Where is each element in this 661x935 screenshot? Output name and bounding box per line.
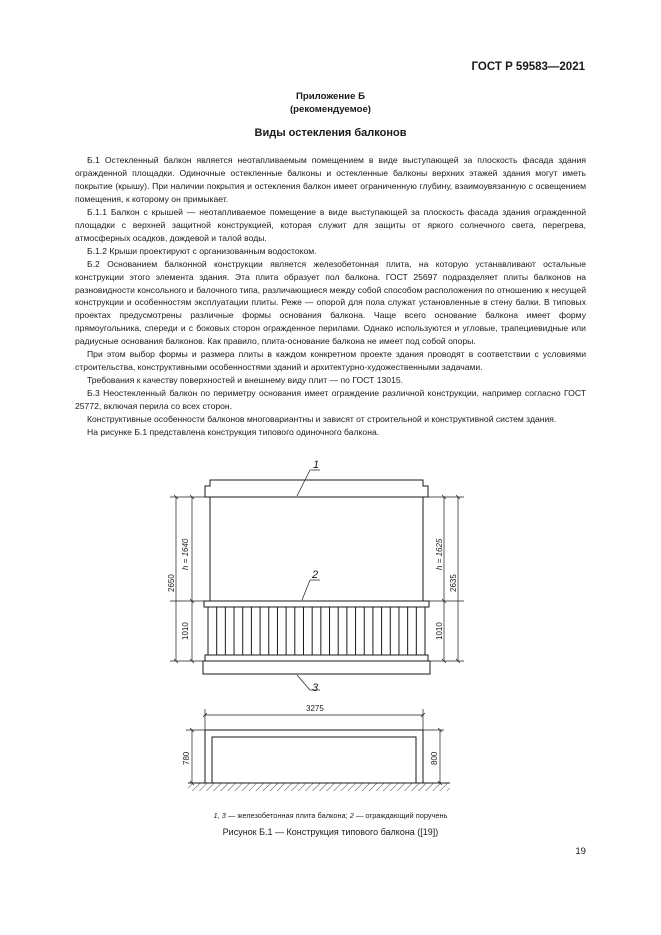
figure-caption: Рисунок Б.1 — Конструкция типового балкона ([19]) (222, 827, 439, 837)
figure-legend (0, 811, 661, 820)
dim-plan-right: 800 (430, 751, 439, 765)
roof-slab (205, 480, 428, 497)
dimension-right (428, 497, 464, 661)
paragraph: Б.2 Основанием балконной конструкции является железобетонная плита, на которую устанавливают остальные конструкции этого элемента здания. Эта плита образует пол балкона. ГОСТ 25697 подразделяет плиты балконов на разновидности консольного и балочного типа, различающиеся между собой способом расположения по отношению к несущей конструкции и особенностям эксплуатации плиты. Реже — опорой для пола служат установленные в стену балки. В типовых проектах предусмотрены различные формы основания балкона. Чаще всего основание балкона имеет форму прямоугольника, спереди и с боковых сторон огражденное перилами. Однако используются и угловые, трапециевидные или радиусные основания балконов. Как правило, плита-основание балкона не имеет под собой опоры. (75, 258, 586, 347)
dim-plan-left: 780 (182, 751, 191, 765)
side-post (210, 497, 423, 601)
dim-left-total: 2650 (167, 574, 176, 592)
dim-plan-width: 3275 (306, 704, 324, 713)
paragraph: Б.3 Неостекленный балкон по периметру основания имеет ограждение различной конструкции, например согласно ГОСТ 25772, включая перила со всех сторон. (75, 388, 586, 412)
legend-sep: , (217, 811, 222, 820)
plan-frame (205, 730, 423, 783)
legend-text: — железобетонная плита балкона; (225, 811, 350, 820)
paragraph: Б.1 Остекленный балкон является неотапливаемым помещением в виде выступающей за плоскость фасада здания огражденной площадки. Одиночные остекленные балконы и остекленные балконы верхних этажей здания могут иметь покрытие (крышу). При наличии покрытия и остекления балкон имеет ограниченную глубину, взаимоувязанную с освещением помещения, к которому он примыкает. (75, 155, 586, 204)
section-title: Виды остекления балконов (254, 127, 407, 139)
paragraph: На рисунке Б.1 представлена конструкция типового одиночного балкона. (87, 427, 380, 438)
appendix-status: (рекомендуемое) (289, 104, 371, 115)
paragraph: Б.1.2 Крыши проектируют с организованным водостоком. (87, 245, 317, 256)
dim-right-height: h = 1625 (435, 538, 444, 570)
legend-text: — ограждающий поручень (353, 811, 448, 820)
dim-right-total: 2635 (449, 574, 458, 592)
legend-num: 3 (221, 811, 226, 820)
paragraph: Конструктивные особенности балконов многовариантны и зависят от строительной и конструктивной систем здания. (87, 414, 557, 425)
paragraph: Б.1.1 Балкон с крышей — неотапливаемое помещение в виде выступающей за плоскость фасада здания огражденной площадки с верхней защитной конструкцией, которая служит для защиты от яркого солнечного света, перегрева, атмосферных осадков, дождевой и талой воды. (75, 206, 586, 243)
dimension-plan (186, 709, 444, 783)
callout-3: 3 (312, 682, 319, 694)
paragraph: Требования к качеству поверхностей и внешнему виду плит — по ГОСТ 13015. (87, 375, 404, 386)
legend-num: 2 (349, 811, 354, 820)
legend-num: 1 (213, 811, 218, 820)
appendix-title: Приложение Б (296, 91, 365, 102)
ground-hatch (188, 783, 450, 791)
callout-1: 1 (313, 459, 320, 471)
standard-number: ГОСТ Р 59583—2021 (471, 61, 585, 73)
balcony-railing (203, 601, 430, 674)
callout-2: 2 (312, 569, 319, 581)
dim-left-height: h = 1640 (181, 538, 190, 570)
paragraph: При этом выбор формы и размера плиты в каждом конкретном проекте здания проводят в соответствии с условиями строительства, конструктивными особенностями зданий и архитектурно-художественными задачами. (75, 349, 586, 373)
dim-right-lower: 1010 (435, 622, 444, 640)
page-number: 19 (575, 846, 586, 857)
dim-left-lower: 1010 (181, 622, 190, 640)
